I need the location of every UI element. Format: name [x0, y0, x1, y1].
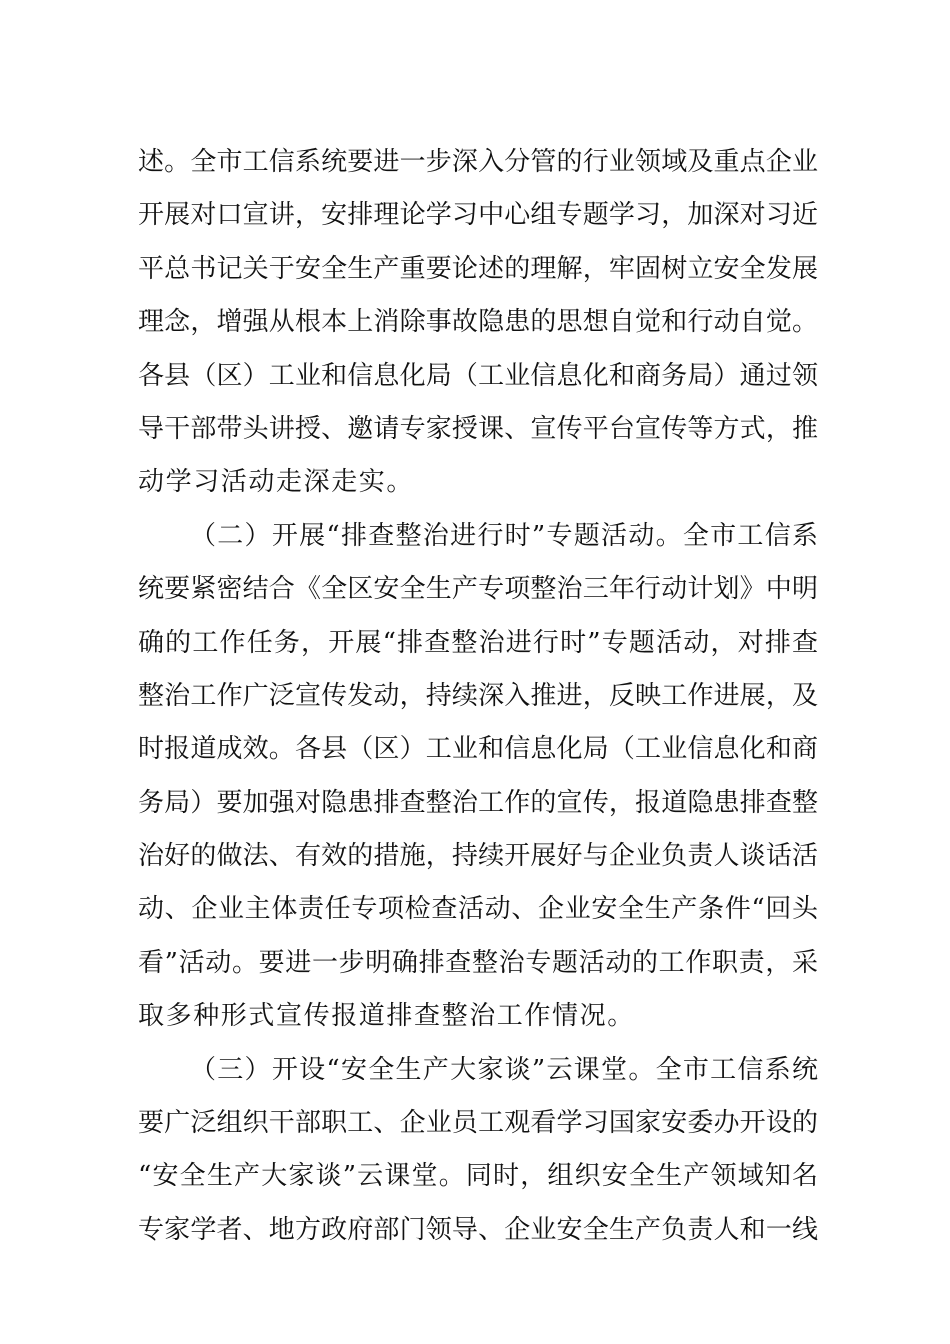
text-line: 务局）要加强对隐患排查整治工作的宣传，报道隐患排查整: [138, 787, 818, 818]
paragraph-heading-3: （三）开设“安全生产大家谈”云课堂。全市工信系统: [190, 1054, 818, 1085]
text-line: 动学习活动走深走实。: [138, 467, 415, 498]
text-line: 导干部带头讲授、邀请专家授课、宣传平台宣传等方式，推: [138, 413, 818, 444]
text-line: 确的工作任务，开展“排查整治进行时”专题活动，对排查: [138, 627, 818, 658]
text-line: “安全生产大家谈”云课堂。同时，组织安全生产领域知名: [138, 1161, 818, 1192]
text-line: 动、企业主体责任专项检查活动、企业安全生产条件“回头: [138, 894, 818, 925]
paragraph-heading-2: （二）开展“排查整治进行时”专题活动。全市工信系: [190, 520, 818, 551]
text-line: 理念，增强从根本上消除事故隐患的思想自觉和行动自觉。: [138, 307, 818, 338]
text-line: 专家学者、地方政府部门领导、企业安全生产负责人和一线: [138, 1214, 818, 1245]
text-line: 述。全市工信系统要进一步深入分管的行业领域及重点企业: [138, 147, 818, 177]
document-body: [138, 136, 818, 1257]
text-line: 开展对口宣讲，安排理论学习中心组专题学习，加深对习近: [138, 200, 818, 231]
text-line: 时报道成效。各县（区）工业和信息化局（工业信息化和商: [138, 734, 818, 765]
text-line: 治好的做法、有效的措施，持续开展好与企业负责人谈话活: [138, 841, 818, 872]
text-line: 整治工作广泛宣传发动，持续深入推进，反映工作进展，及: [138, 680, 818, 711]
text-line: 统要紧密结合《全区安全生产专项整治三年行动计划》中明: [138, 574, 818, 605]
text-line: 看”活动。要进一步明确排查整治专题活动的工作职责，采: [138, 947, 818, 978]
text-line: 平总书记关于安全生产重要论述的理解，牢固树立安全发展: [138, 253, 818, 284]
text-line: 各县（区）工业和信息化局（工业信息化和商务局）通过领: [138, 360, 818, 391]
text-line: 要广泛组织干部职工、企业员工观看学习国家安委办开设的: [138, 1108, 818, 1139]
text-line: 取多种形式宣传报道排查整治工作情况。: [138, 1001, 635, 1032]
